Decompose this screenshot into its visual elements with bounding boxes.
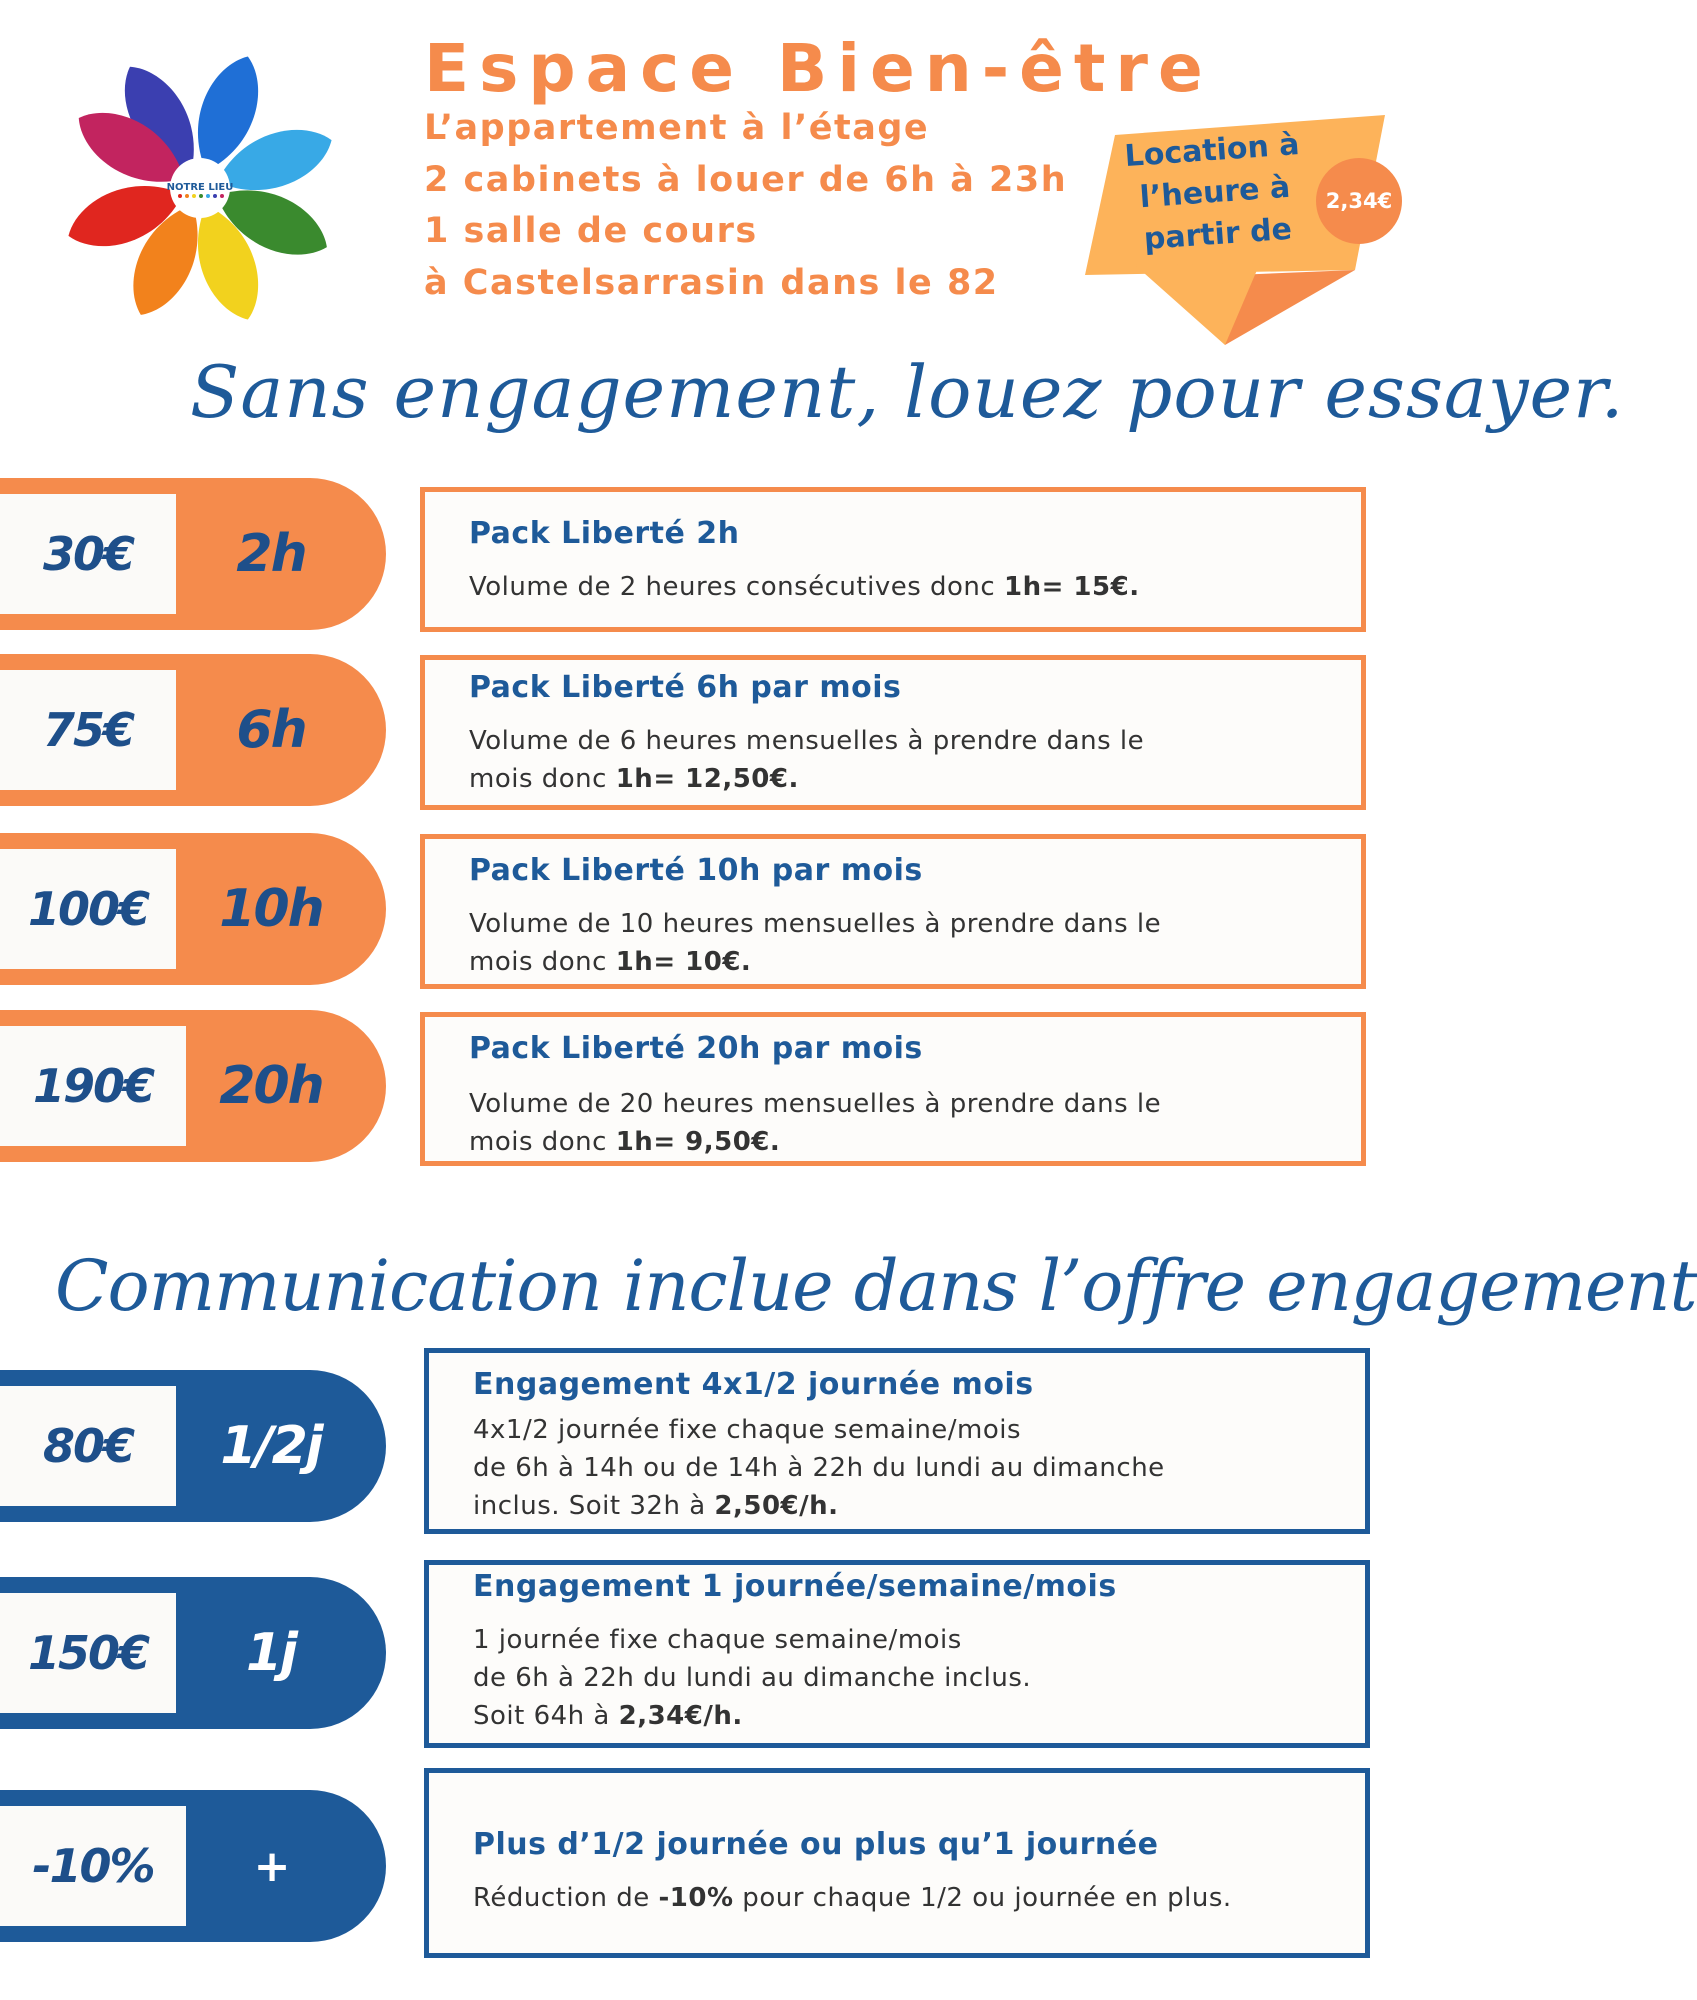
badge-line-1: Location à — [1123, 127, 1301, 175]
pack-1-card — [420, 487, 1366, 632]
pack-2-duration: 6h — [236, 700, 306, 760]
pack-3-text: Volume de 10 heures mensuelles à prendre dans le mois donc 1h= 10€. — [469, 909, 1162, 977]
pack-1-duration: 2h — [236, 524, 306, 584]
pack-3-card — [420, 834, 1366, 989]
offer-2-duration: 1j — [245, 1623, 296, 1683]
badge-text — [1111, 123, 1319, 263]
offer-3-pill — [0, 1790, 386, 1942]
header-line-4: à Castelsarrasin dans le 82 — [424, 263, 999, 303]
pack-3-title: Pack Liberté 10h par mois — [469, 853, 923, 888]
offer-1-duration: 1/2j — [220, 1416, 322, 1476]
offer-2-title: Engagement 1 journée/semaine/mois — [473, 1569, 1117, 1604]
header-line-3: 1 salle de cours — [424, 211, 758, 251]
pack-1-text: Volume de 2 heures consécutives donc 1h= 15€. — [469, 572, 1140, 602]
pack-1-pill — [0, 478, 386, 630]
logo-text: NOTRE LIEU — [166, 182, 234, 193]
pack-3-pill — [0, 833, 386, 985]
offer-3-text: Réduction de -10% pour chaque 1/2 ou journée en plus. — [473, 1883, 1232, 1913]
offer-1-title: Engagement 4x1/2 journée mois — [473, 1367, 1034, 1402]
offer-3-duration: + — [253, 1840, 289, 1892]
offer-3-title: Plus d’1/2 journée ou plus qu’1 journée — [473, 1827, 1159, 1862]
badge-line-3: partir de — [1142, 211, 1294, 258]
badge-line-2: l’heure à — [1138, 169, 1292, 216]
page-title: Espace Bien-être — [424, 30, 1213, 107]
pack-3-duration: 10h — [219, 879, 323, 939]
pack-3-price: 100€ — [0, 849, 176, 969]
offer-2-card — [424, 1560, 1370, 1748]
offer-2-text: 1 journée fixe chaque semaine/mois de 6h à 22h du lundi au dimanche inclus. Soit 64h à 2,34€/h. — [473, 1625, 1032, 1731]
pack-4-price: 190€ — [0, 1026, 186, 1146]
pack-1-price: 30€ — [0, 494, 176, 614]
notre-lieu-logo — [40, 28, 360, 348]
badge-price: 2,34€ — [1316, 158, 1402, 244]
pack-4-title: Pack Liberté 20h par mois — [469, 1031, 923, 1066]
pack-2-text: Volume de 6 heures mensuelles à prendre dans le mois donc 1h= 12,50€. — [469, 726, 1145, 794]
pack-2-title: Pack Liberté 6h par mois — [469, 670, 902, 705]
offer-3-card — [424, 1768, 1370, 1958]
pack-4-text: Volume de 20 heures mensuelles à prendre dans le mois donc 1h= 9,50€. — [469, 1089, 1162, 1157]
offer-2-pill — [0, 1577, 386, 1729]
offer-1-card — [424, 1348, 1370, 1534]
pack-2-price: 75€ — [0, 670, 176, 790]
section2-heading: Communication inclue dans l’offre engagement — [55, 1245, 1697, 1327]
pack-4-card — [420, 1012, 1366, 1166]
offer-1-pill — [0, 1370, 386, 1522]
pack-2-pill — [0, 654, 386, 806]
header-line-1: L’appartement à l’étage — [424, 108, 930, 148]
pack-1-title: Pack Liberté 2h — [469, 516, 740, 551]
pack-2-card — [420, 655, 1366, 810]
offer-2-price: 150€ — [0, 1593, 176, 1713]
pack-4-duration: 20h — [219, 1056, 323, 1116]
header-line-2: 2 cabinets à louer de 6h à 23h — [424, 160, 1068, 200]
section1-heading: Sans engagement, louez pour essayer. — [190, 350, 1625, 434]
offer-1-price: 80€ — [0, 1386, 176, 1506]
offer-3-price: -10% — [0, 1806, 186, 1926]
offer-1-text: 4x1/2 journée fixe chaque semaine/mois de 6h à 14h ou de 14h à 22h du lundi au dimanche inclus. Soit 32h à 2,50€/h. — [473, 1415, 1165, 1521]
pack-4-pill — [0, 1010, 386, 1162]
